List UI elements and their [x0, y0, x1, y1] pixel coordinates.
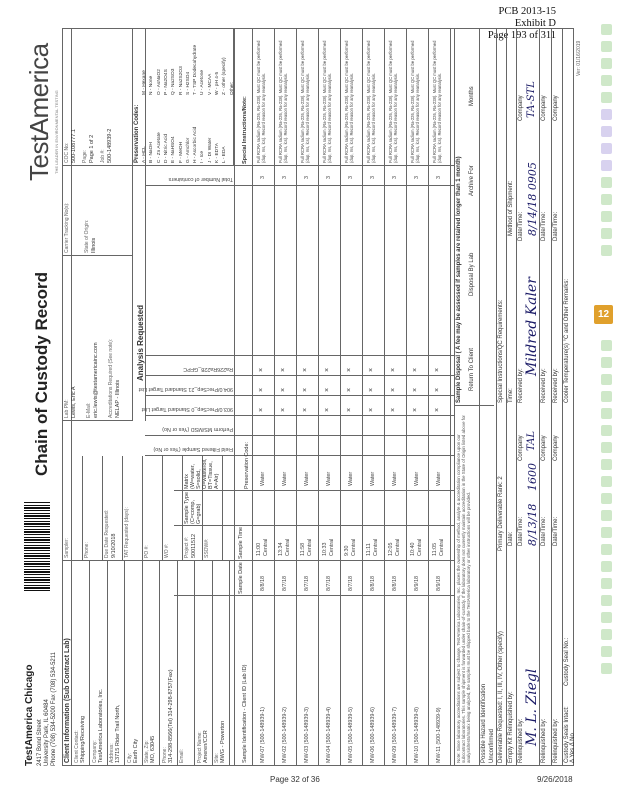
carrier-field-value[interactable]: 500-148939-2: [107, 128, 113, 163]
preservation-code: E - NaHSO4: [171, 136, 177, 163]
analysis-check-mark: ×: [280, 407, 287, 412]
table-row-divider: [450, 28, 451, 766]
stamp-line-1: PCB 2013-15: [498, 6, 556, 17]
bookmark-tabs: [601, 24, 612, 262]
sample-id: MW-10 (500-148939-8): [414, 707, 420, 763]
special-instructions: Full RCRA radium (Ra-226, Ra-228). Must QC must be performed (dup, ms, lcs). Record reason for any reanalysis.: [322, 40, 332, 163]
sampler-field-divider: [142, 456, 143, 561]
total-containers: 3: [282, 176, 288, 179]
bookmark-tab[interactable]: [601, 612, 612, 623]
sample-time: 12:05: [388, 542, 394, 556]
bookmark-tab[interactable]: [601, 510, 612, 521]
sample-matrix: Water: [392, 471, 398, 486]
relinquished-date-label-3: Date/Time:: [553, 516, 559, 546]
client-field-divider: [89, 561, 90, 766]
bookmark-tab[interactable]: [601, 92, 612, 103]
analysis-check-mark: ×: [368, 407, 375, 412]
bookmark-tab[interactable]: [601, 374, 612, 385]
accreditation-note: Note: Since laboratory accreditations are subject to change, TestAmerica Laboratories, Inc. places the ownership of method, analyte & accreditation compliance upon our subcontract laboratories. This sample shipment is forwarded under chain-of-custody. If the laboratory does not currently maintain accreditation in the State of Origin listed above for analysis/tests/matrix being analyzed, the samples must be shipped back to the TestAmerica laboratory or other instructions will be provided.: [456, 415, 472, 763]
analysis-ra226ra228: Ra226Ra228_GFPC: [183, 366, 233, 372]
received-company-label-2: Company: [541, 95, 547, 121]
analysis-check-mark: ×: [346, 387, 353, 392]
client-field-divider: [107, 561, 108, 766]
sample-matrix: Water: [326, 471, 332, 486]
carrier-field-label: Carrier Tracking No(s):: [64, 202, 70, 253]
analysis-check-mark: ×: [258, 407, 265, 412]
client-field-label: Project Name:: [196, 731, 203, 763]
sampler-field-divider: [182, 456, 183, 561]
sample-date: 8/7/18: [304, 576, 310, 591]
bookmark-tab[interactable]: [601, 41, 612, 52]
bookmark-tab[interactable]: [601, 357, 612, 368]
unconfirmed-label: Unconfirmed: [489, 728, 495, 763]
preservation-code: R - Na2S2O3: [178, 66, 184, 95]
total-containers-header: Total Number of containers: [168, 176, 233, 182]
client-field-label: Email:: [179, 749, 185, 763]
preservation-codes-title: Preservation Codes:: [134, 104, 140, 163]
received-by-label-3: Received by:: [553, 368, 559, 403]
sampler-field-label: Sampler:: [64, 537, 70, 558]
sampler-field-label: Project #:: [184, 536, 190, 558]
preservation-code: I - Ice: [200, 151, 206, 163]
stamp-line-3: Page 193 of 311: [487, 30, 556, 41]
relinquished-by-label-2: Relinquished by:: [541, 718, 547, 763]
table-row-divider: [428, 28, 429, 766]
sampler-field-divider: [122, 456, 123, 561]
analysis-requested-header: Analysis Requested: [136, 304, 145, 381]
analysis-check-mark: ×: [280, 387, 287, 392]
custody-seals-label: Custody Seals Intact:: [564, 706, 570, 763]
sample-date: 8/7/18: [348, 576, 354, 591]
sampler-field-divider: [162, 456, 163, 561]
relinquished-date: 8/13/18: [526, 503, 539, 546]
sample-time: 11:58: [300, 542, 306, 556]
total-containers: 3: [392, 176, 398, 179]
sampler-field-label: PO #:: [144, 545, 150, 558]
client-field-value[interactable]: TestAmerica Laboratories, Inc.: [97, 688, 104, 763]
client-field-divider: [194, 561, 195, 766]
preservation-code: W - pH 4-5: [215, 71, 220, 95]
bookmark-tab[interactable]: [601, 459, 612, 470]
col-header-special: Special Instructions/Note:: [242, 96, 248, 164]
special-instructions: Full RCRA radium (Ra-226, Ra-228). Must QC must be performed (dup, ms, lcs). Record reason for any reanalysis.: [256, 40, 266, 163]
analysis-check-mark: ×: [302, 407, 309, 412]
analysis-check-mark: ×: [390, 387, 397, 392]
sample-matrix: Water: [370, 471, 376, 486]
sample-id: MW-05 (500-148939-5): [348, 707, 354, 763]
carrier-field-value[interactable]: 500-108777.1: [71, 129, 77, 163]
sampler-field-value[interactable]: 9/10/2018: [111, 533, 117, 558]
preservation-code: S - H2SO4: [185, 71, 191, 95]
client-field-value[interactable]: Earth City: [132, 738, 139, 763]
client-field-value[interactable]: MWG - Powerton: [220, 720, 226, 763]
empty-kit-date-label: Date:: [508, 531, 514, 546]
special-instructions: Full RCRA radium (Ra-226, Ra-228). Must QC must be performed (dup, ms, lcs). Record reason for any reanalysis.: [410, 40, 420, 163]
client-field-value[interactable]: 314-298-8566(Tel) 314-298-8757(Fax): [167, 669, 174, 763]
special-instructions-label: Special Instructions/QC Requirements:: [498, 299, 504, 403]
client-field-label: Company:: [91, 740, 98, 763]
sample-disposal-title: Sample Disposal ( A fee may be assessed if samples are retained longer than 1 month): [456, 156, 462, 403]
special-instructions: Full RCRA radium (Ra-226, Ra-228). Must QC must be performed (dup, ms, lcs). Record reason for any reanalysis.: [278, 40, 288, 163]
form-version: Ver: 01/16/2019: [576, 40, 582, 76]
sample-matrix: Water: [348, 471, 354, 486]
client-field-value[interactable]: Ameren/CCR: [202, 730, 209, 763]
preservation-code: H - Ascorbic Acid: [193, 126, 199, 163]
special-instructions: Full RCRA radium (Ra-226, Ra-228). Must QC must be performed (dup, ms, lcs). Record reason for any reanalysis.: [344, 40, 354, 163]
stamp-line-2: Exhibit D: [514, 18, 556, 29]
col-header-preservation: Preservation Code:: [244, 441, 250, 489]
preservation-code: D - Nitric Acid: [163, 133, 169, 163]
archive-for[interactable]: Archive For: [469, 165, 475, 196]
sample-timezone: Central: [351, 538, 357, 556]
logo-tagline: THE LEADER IN ENVIRONMENTAL TESTING: [54, 90, 59, 174]
deliverable-requested: Deliverable Requested: I, II, III, IV, Other (specify): [498, 631, 504, 763]
preservation-code: F - MeOH: [178, 141, 184, 163]
preservation-code: N - None: [149, 75, 155, 95]
sample-date: 8/9/18: [436, 576, 442, 591]
sample-time: 13:34: [278, 542, 284, 556]
col-header-sample-id: Sample Identification - Client ID (Lab ID): [242, 664, 248, 763]
client-field-divider: [212, 561, 213, 766]
received-date: 8/14/18 0905: [526, 162, 539, 236]
bookmark-tab[interactable]: [601, 663, 612, 674]
bookmark-tab[interactable]: [601, 578, 612, 589]
sample-time: 9:30: [344, 545, 350, 556]
col-header-date: Sample Date: [238, 562, 244, 594]
sample-id: MW-09 (500-148939-7): [392, 707, 398, 763]
relinquished-by-label-3: Relinquished by:: [553, 718, 559, 763]
sample-time: 10:40: [410, 542, 416, 556]
sample-timezone: Central: [395, 538, 401, 556]
sample-date: 8/8/18: [392, 576, 398, 591]
lab-field-label: E-Mail:: [86, 402, 92, 418]
sample-timezone: Central: [263, 538, 269, 556]
sample-matrix: Water: [436, 471, 442, 486]
client-field-label: Site:: [214, 752, 220, 763]
analysis-check-mark: ×: [412, 407, 419, 412]
lab-field-value[interactable]: Lewis, Eric A: [71, 386, 77, 418]
bookmark-tab[interactable]: [601, 194, 612, 205]
carrier-field-label: COC No:: [64, 142, 70, 163]
bookmark-tab[interactable]: [601, 629, 612, 640]
relinquished-date-label-2: Date/Time:: [541, 516, 547, 546]
lab-field-label: Lab PM:: [64, 399, 70, 418]
analysis-check-mark: ×: [412, 387, 419, 392]
client-field-value[interactable]: 13715 Rider Trail North,: [115, 704, 121, 763]
relinquished-company-label-3: Company: [553, 435, 559, 461]
footer-date: 9/26/2018: [537, 775, 573, 784]
sample-matrix: Water: [414, 471, 420, 486]
analysis-check-mark: ×: [434, 367, 441, 372]
special-instructions: Full RCRA radium (Ra-226, Ra-228). Must QC must be performed (dup, ms, lcs). Record reason for any reanalysis.: [300, 40, 310, 163]
sample-date: 8/9/18: [414, 576, 420, 591]
carrier-field-label: Page:: [82, 149, 88, 163]
preservation-code: O - AsNaO2: [156, 69, 162, 95]
preservation-code: P - Na2O4S: [163, 69, 169, 95]
preservation-code: V - MCAA: [207, 73, 213, 95]
analysis-perform-ms-msd: Perform MS/MSD (Yes or No): [162, 426, 233, 432]
bookmark-tab[interactable]: [601, 527, 612, 538]
bookmark-tab[interactable]: [601, 408, 612, 419]
analysis-check-mark: ×: [368, 367, 375, 372]
bookmark-tab[interactable]: [601, 245, 612, 256]
sampler-field-label: Phone:: [84, 542, 90, 558]
received-company-label-3: Company: [553, 95, 559, 121]
analysis-check-mark: ×: [412, 367, 419, 372]
total-containers: 3: [414, 176, 420, 179]
lab-address-1: 2417 Bond Street: [37, 719, 43, 766]
bookmark-tab[interactable]: [601, 58, 612, 69]
sample-date: 8/7/18: [282, 576, 288, 591]
bookmark-tabs-lower: [601, 340, 612, 680]
received-signature: Mildred Kaler: [524, 277, 540, 376]
carrier-field-label: State of Origin:: [84, 219, 90, 253]
sampler-field-value[interactable]: 50011512: [191, 533, 197, 558]
client-info-header: Client Information (Sub Contract Lab): [64, 638, 71, 763]
bookmark-tab[interactable]: [601, 493, 612, 504]
relinquished-company-label-2: Company: [541, 435, 547, 461]
sampler-field-divider: [222, 456, 223, 561]
preservation-code: G - Amchlor: [185, 137, 191, 163]
analysis-904: 904.0/PrecSep_21 Standard Target List: [138, 386, 233, 392]
carrier-field-label: Job #:: [100, 149, 106, 163]
bookmark-tab[interactable]: [601, 391, 612, 402]
custody-seals-yes-no[interactable]: Δ Yes Δ No: [570, 733, 576, 763]
received-by-label: Received by:: [518, 368, 524, 403]
received-date-label: Date/Time:: [518, 211, 524, 241]
sample-time: 10:33: [322, 542, 328, 556]
lab-name: TestAmerica Chicago: [24, 664, 35, 766]
lab-field-value[interactable]: eric.lewis@testamericainc.com: [93, 342, 99, 418]
custody-seal-no-label: Custody Seal No.:: [564, 637, 570, 686]
sampler-field-label: TAT Requested (days):: [124, 507, 130, 558]
empty-kit-time-label: Time:: [508, 388, 514, 403]
sample-matrix: Water: [282, 471, 288, 486]
analysis-903: 903.0/PrecSep_0 Standard Target List: [141, 406, 233, 412]
sample-id: MW-03 (500-148939-3): [304, 707, 310, 763]
primary-deliverable-rank: Primary Deliverable Rank: 2: [498, 476, 504, 551]
total-containers: 3: [326, 176, 332, 179]
received-date-label-3: Date/Time:: [553, 211, 559, 241]
total-containers: 3: [260, 176, 266, 179]
testamerica-logo: TestAmerica: [24, 43, 54, 181]
client-field-divider: [124, 561, 125, 766]
bookmark-tab[interactable]: [601, 24, 612, 35]
table-row-divider: [296, 28, 297, 766]
table-row-divider: [384, 28, 385, 766]
bookmark-tab[interactable]: [601, 160, 612, 171]
bookmark-tab[interactable]: [601, 561, 612, 572]
total-containers: 3: [348, 176, 354, 179]
client-field-divider: [142, 561, 143, 766]
preservation-code: Z - other (specify): [222, 57, 228, 95]
client-field-divider: [177, 561, 178, 766]
table-row-divider: [340, 28, 341, 766]
bookmark-tab[interactable]: [601, 177, 612, 188]
preservation-code: C - Zn Acetate: [156, 132, 162, 163]
sampler-field-label: SSOW#:: [204, 538, 210, 558]
relinquished-signature: M. L. Ziegl: [524, 668, 540, 746]
preservation-code: L - EDA: [222, 146, 228, 163]
lab-phone: Phone (708) 534-5200 Fax (708) 534-5211: [51, 652, 57, 766]
bookmark-tab[interactable]: [601, 211, 612, 222]
relinquished-by-label: Relinquished by:: [518, 718, 524, 763]
preservation-code: U - Acetone: [200, 69, 206, 95]
bookmark-tab[interactable]: [601, 425, 612, 436]
possible-hazard-label: Possible Hazard Identification: [481, 683, 487, 763]
received-company-label: Company: [518, 95, 524, 121]
preservation-code: Q - Na2SO3: [171, 68, 177, 95]
sample-time: 11:05: [432, 542, 438, 556]
analysis-check-mark: ×: [324, 367, 331, 372]
preservation-code: B - NaOH: [149, 142, 155, 163]
analysis-check-mark: ×: [258, 367, 265, 372]
sample-timezone: Central: [285, 538, 291, 556]
carrier-field-value[interactable]: Page 1 of 2: [89, 134, 95, 163]
chain-of-custody-form: [24, 28, 580, 766]
return-to-client[interactable]: Return To Client: [469, 348, 475, 391]
section-tab-active[interactable]: 12: [594, 305, 613, 324]
analysis-check-mark: ×: [324, 387, 331, 392]
analysis-check-mark: ×: [346, 367, 353, 372]
preservation-code: T - TSP Dodecahydrate: [193, 44, 199, 95]
lab-address-2: University Park, IL 60484: [44, 699, 50, 766]
bookmark-tab[interactable]: [601, 544, 612, 555]
table-row-divider: [406, 28, 407, 766]
bookmark-tab[interactable]: [601, 109, 612, 120]
client-field-divider: [159, 561, 160, 766]
method-shipment-label: Method of Shipment:: [508, 180, 514, 236]
preservation-code: K - EDTA: [215, 143, 220, 163]
sample-matrix: Water: [304, 471, 310, 486]
client-field-divider: [229, 561, 230, 766]
preservation-code: A - HCL: [142, 146, 147, 163]
client-field-value[interactable]: MO, 63045: [150, 735, 156, 763]
relinquished-company: TAL: [526, 431, 537, 451]
sample-date: 8/7/18: [326, 576, 332, 591]
relinquished-date-label: Date/Time:: [518, 516, 524, 546]
bookmark-tab[interactable]: [601, 228, 612, 239]
client-field-label: Address:: [109, 743, 115, 763]
preservation-code: J - DI Water: [207, 137, 213, 163]
col-header-time: Sample Time: [238, 526, 244, 559]
special-instructions: Full RCRA radium (Ra-226, Ra-228). Must QC must be performed (dup, ms, lcs). Record reason for any reanalysis.: [432, 40, 442, 163]
sample-date: 8/8/18: [260, 576, 266, 591]
analysis-field-filtered: Field Filtered Sample (Yes or No): [153, 446, 233, 452]
bookmark-tab[interactable]: [601, 75, 612, 86]
sampler-field-divider: [102, 456, 103, 561]
sample-timezone: Central: [417, 538, 423, 556]
cooler-temperature-label: Cooler Temperature(s) °C and Other Remarks:: [564, 279, 570, 403]
analysis-check-mark: ×: [368, 387, 375, 392]
table-row-divider: [274, 28, 275, 766]
analysis-check-mark: ×: [324, 407, 331, 412]
preservation-code: M - Hexane: [142, 70, 147, 95]
lab-field-label: Accreditations Required (See note):: [108, 338, 114, 418]
preservation-code: Other:: [229, 81, 235, 95]
sampler-field-label: Due Date Requested:: [104, 509, 110, 558]
received-by-label-2: Received by:: [541, 368, 547, 403]
special-instructions: Full RCRA radium (Ra-226, Ra-228). Must QC must be performed (dup, ms, lcs). Record reason for any reanalysis.: [388, 40, 398, 163]
client-field-label: City:: [126, 753, 133, 763]
sampler-field-label: WO #:: [164, 543, 170, 558]
bookmark-tab[interactable]: [601, 595, 612, 606]
col-header-type: Sample Type (C=comp, G=grab): [184, 491, 202, 524]
analysis-check-mark: ×: [390, 367, 397, 372]
client-field-label: Client Contact:: [74, 730, 80, 763]
bookmark-tab[interactable]: [601, 340, 612, 351]
analysis-check-mark: ×: [346, 407, 353, 412]
bookmark-tab[interactable]: [601, 476, 612, 487]
bookmark-tab[interactable]: [601, 442, 612, 453]
barcode: [24, 501, 50, 591]
received-date-label-2: Date/Time:: [541, 211, 547, 241]
lab-field-value[interactable]: NELAP - Illinois: [115, 379, 121, 418]
client-field-label: State, Zip:: [144, 740, 150, 763]
analysis-check-mark: ×: [258, 387, 265, 392]
col-header-matrix: Matrix (W=water, S=solid, O=waste/oil, BT=Tissue, A=Air): [184, 458, 220, 489]
total-containers: 3: [370, 176, 376, 179]
sample-id: MW-06 (500-148939-6): [370, 707, 376, 763]
sample-timezone: Central: [329, 538, 335, 556]
sample-timezone: Central: [307, 538, 313, 556]
analysis-check-mark: ×: [280, 367, 287, 372]
relinquished-company-label: Company: [518, 435, 524, 461]
sample-date: 8/8/18: [370, 576, 376, 591]
sample-id: MW-07 (500-148939-1): [260, 707, 266, 763]
special-instructions: Full RCRA radium (Ra-226, Ra-228). Must QC must be performed (dup, ms, lcs). Record reason for any reanalysis.: [366, 40, 376, 163]
analysis-check-mark: ×: [390, 407, 397, 412]
analysis-check-mark: ×: [434, 407, 441, 412]
sample-id: MW-11 (500-148939-9): [436, 707, 442, 763]
table-row-divider: [362, 28, 363, 766]
sampler-field-divider: [82, 456, 83, 561]
disposal-by-lab[interactable]: Disposal By Lab: [469, 252, 475, 296]
sample-timezone: Central: [439, 538, 445, 556]
total-containers: 3: [436, 176, 442, 179]
form-title: Chain of Custody Record: [32, 271, 51, 476]
sample-timezone: Central: [373, 538, 379, 556]
analysis-check-mark: ×: [302, 387, 309, 392]
sample-matrix: Water: [260, 471, 266, 486]
bookmark-tab[interactable]: [601, 126, 612, 137]
received-company: TA-STL: [526, 81, 537, 118]
carrier-field-value[interactable]: Illinois: [91, 237, 97, 253]
analysis-check-mark: ×: [302, 367, 309, 372]
sample-time: 11:00: [256, 542, 262, 556]
client-field-label: Phone:: [161, 747, 168, 763]
months-label: Months: [469, 86, 475, 106]
bookmark-tab[interactable]: [601, 646, 612, 657]
total-containers: 3: [304, 176, 310, 179]
table-row-divider: [318, 28, 319, 766]
sample-id: MW-04 (500-148939-4): [326, 707, 332, 763]
sample-id: MW-02 (500-148939-2): [282, 707, 288, 763]
bookmark-tab[interactable]: [601, 143, 612, 154]
client-field-value[interactable]: Shipping/Receiving: [80, 715, 86, 763]
sample-time: 11:11: [366, 543, 372, 556]
page-number: Page 32 of 36: [270, 775, 320, 784]
relinquished-time: 1600: [526, 463, 539, 491]
empty-kit-label: Empty Kit Relinquished by:: [508, 691, 514, 763]
analysis-check-mark: ×: [434, 387, 441, 392]
